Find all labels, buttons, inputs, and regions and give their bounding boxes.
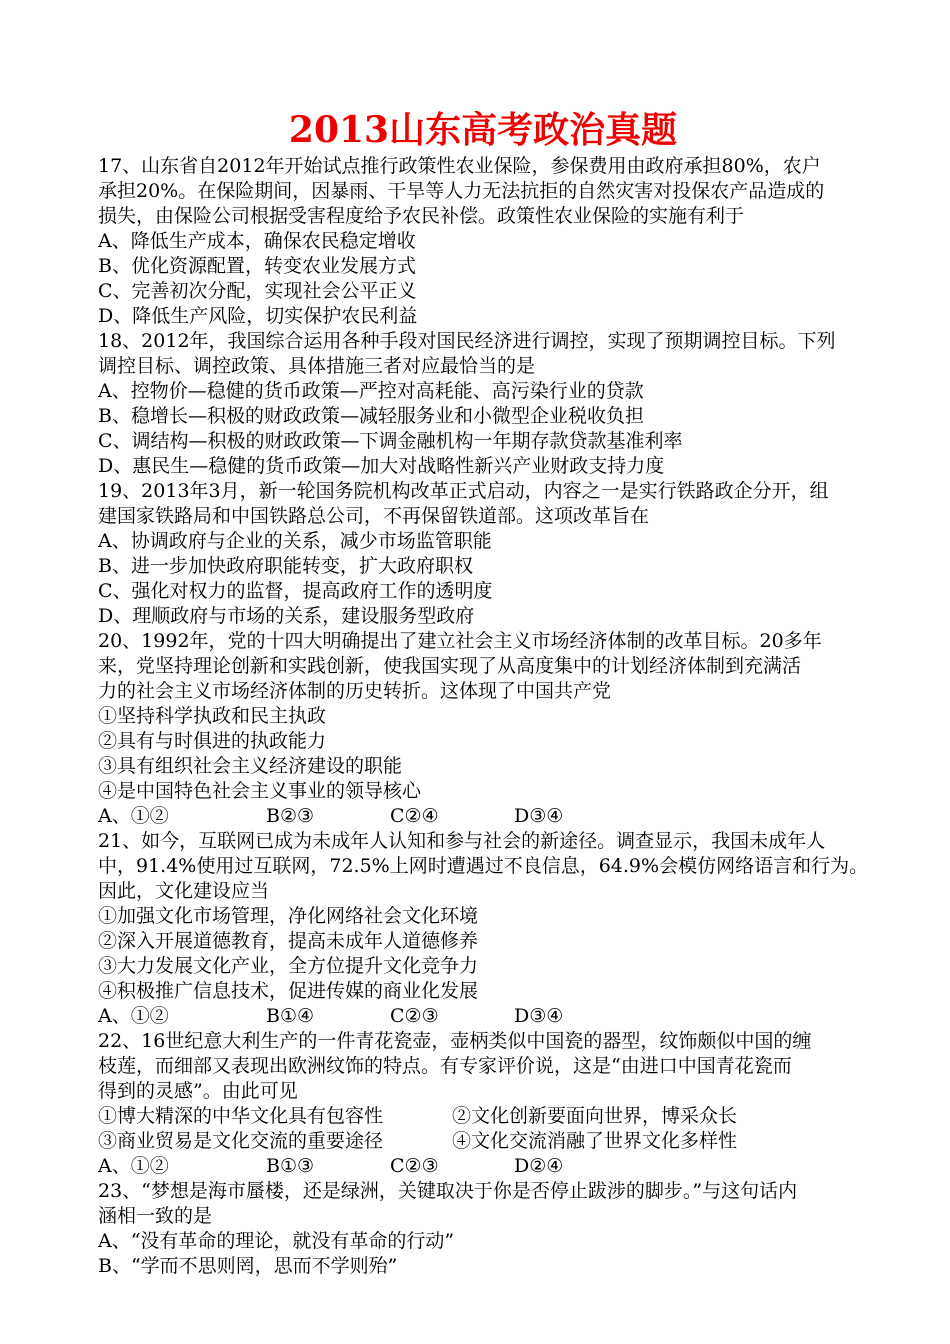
question-21 (98, 829, 868, 1029)
question-stem: 17、山东省自2012年开始试点推行政策性农业保险，参保费用由政府承担80%，农户 (98, 155, 821, 177)
statement-row (98, 1129, 868, 1154)
choice-d: D②④ (514, 1155, 564, 1177)
statement-item: ②具有与时俱进的执政能力 (98, 730, 327, 752)
answer-choices (98, 1154, 868, 1179)
statement-item: ①坚持科学执政和民主执政 (98, 705, 327, 727)
option-d: D、理顺政府与市场的关系，建设服务型政府 (98, 605, 475, 627)
question-22 (98, 1029, 868, 1179)
question-19 (98, 479, 868, 629)
question-20 (98, 629, 868, 829)
question-stem: 涵相一致的是 (98, 1205, 213, 1227)
statement-item: ②文化创新要面向世界，博采众长 (452, 1105, 738, 1127)
option-a: A、控物价—稳健的货币政策—严控对高耗能、高污染行业的贷款 (98, 380, 644, 402)
choice-d: D③④ (514, 805, 564, 827)
statement-item: ③大力发展文化产业，全方位提升文化竞争力 (98, 955, 479, 977)
question-stem: 因此，文化建设应当 (98, 880, 270, 902)
choice-a: A、①② (98, 1005, 169, 1027)
choice-b: B①③ (266, 1155, 315, 1177)
option-a: A、“没有革命的理论，就没有革命的行动” (98, 1230, 455, 1252)
question-stem: 19、2013年3月，新一轮国务院机构改革正式启动，内容之一是实行铁路政企分开，组 (98, 480, 829, 502)
question-stem: 22、16世纪意大利生产的一件青花瓷壶，壶柄类似中国瓷的器型，纹饰颇似中国的缠 (98, 1030, 812, 1052)
statement-row (98, 1104, 868, 1129)
choice-b: B①④ (266, 1005, 315, 1027)
question-17 (98, 154, 868, 329)
statement-item: ④文化交流消融了世界文化多样性 (452, 1130, 738, 1152)
question-stem: 力的社会主义市场经济体制的历史转折。这体现了中国共产党 (98, 680, 612, 702)
statement-item: ②深入开展道德教育，提高未成年人道德修养 (98, 930, 479, 952)
question-stem: 中，91.4%使用过互联网，72.5%上网时遭遇过不良信息，64.9%会模仿网络语言和行为。 (98, 855, 868, 877)
choice-c: C②④ (390, 805, 439, 827)
choice-c: C②③ (390, 1155, 439, 1177)
option-a: A、协调政府与企业的关系，减少市场监管职能 (98, 530, 492, 552)
choice-a: A、①② (98, 1155, 169, 1177)
question-stem: 建国家铁路局和中国铁路总公司，不再保留铁道部。这项改革旨在 (98, 505, 650, 527)
option-a: A、降低生产成本，确保农民稳定增收 (98, 230, 416, 252)
statement-item: ①加强文化市场管理，净化网络社会文化环境 (98, 905, 479, 927)
statement-item: ④是中国特色社会主义事业的领导核心 (98, 780, 422, 802)
choice-d: D③④ (514, 1005, 564, 1027)
question-23 (98, 1179, 868, 1279)
question-stem: 损失，由保险公司根据受害程度给予农民补偿。政策性农业保险的实施有利于 (98, 205, 745, 227)
choice-c: C②③ (390, 1005, 439, 1027)
question-stem: 来，党坚持理论创新和实践创新，使我国实现了从高度集中的计划经济体制到充满活 (98, 655, 802, 677)
option-d: D、降低生产风险，切实保护农民利益 (98, 305, 418, 327)
statement-item: ④积极推广信息技术，促进传媒的商业化发展 (98, 980, 479, 1002)
answer-choices (98, 804, 868, 829)
option-c: C、调结构—积极的财政政策—下调金融机构一年期存款贷款基准利率 (98, 430, 683, 452)
question-stem: 调控目标、调控政策、具体措施三者对应最恰当的是 (98, 355, 536, 377)
option-b: B、稳增长—积极的财政政策—减轻服务业和小微型企业税收负担 (98, 405, 644, 427)
question-stem: 枝莲，而细部又表现出欧洲纹饰的特点。有专家评价说，这是“由进口中国青花瓷而 (98, 1055, 792, 1077)
statement-item: ①博大精深的中华文化具有包容性 (98, 1105, 384, 1127)
statement-item: ③具有组织社会主义经济建设的职能 (98, 755, 403, 777)
question-stem: 21、如今，互联网已成为未成年人认知和参与社会的新途径。调查显示，我国未成年人 (98, 830, 826, 852)
option-b: B、进一步加快政府职能转变，扩大政府职权 (98, 555, 473, 577)
exam-page (98, 108, 868, 1279)
choice-a: A、①② (98, 805, 169, 827)
option-c: C、完善初次分配，实现社会公平正义 (98, 280, 417, 302)
option-b: B、优化资源配置，转变农业发展方式 (98, 255, 416, 277)
question-stem: 23、“梦想是海市蜃楼，还是绿洲，关键取决于你是否停止跋涉的脚步。”与这句话内 (98, 1180, 798, 1202)
option-d: D、惠民生—稳健的货币政策—加大对战略性新兴产业财政支持力度 (98, 455, 665, 477)
question-stem: 承担20%。在保险期间，因暴雨、干旱等人力无法抗拒的自然灾害对投保农产品造成的 (98, 180, 825, 202)
answer-choices (98, 1004, 868, 1029)
page-title: 2013山东高考政治真题 (288, 109, 678, 151)
statement-item: ③商业贸易是文化交流的重要途径 (98, 1130, 384, 1152)
question-stem: 18、2012年，我国综合运用各种手段对国民经济进行调控，实现了预期调控目标。下列 (98, 330, 836, 352)
question-18 (98, 329, 868, 479)
option-c: C、强化对权力的监督，提高政府工作的透明度 (98, 580, 493, 602)
option-b: B、“学而不思则罔，思而不学则殆” (98, 1255, 398, 1277)
question-stem: 20、1992年，党的十四大明确提出了建立社会主义市场经济体制的改革目标。20多年 (98, 630, 822, 652)
question-stem: 得到的灵感”。由此可见 (98, 1080, 298, 1102)
choice-b: B②③ (266, 805, 315, 827)
